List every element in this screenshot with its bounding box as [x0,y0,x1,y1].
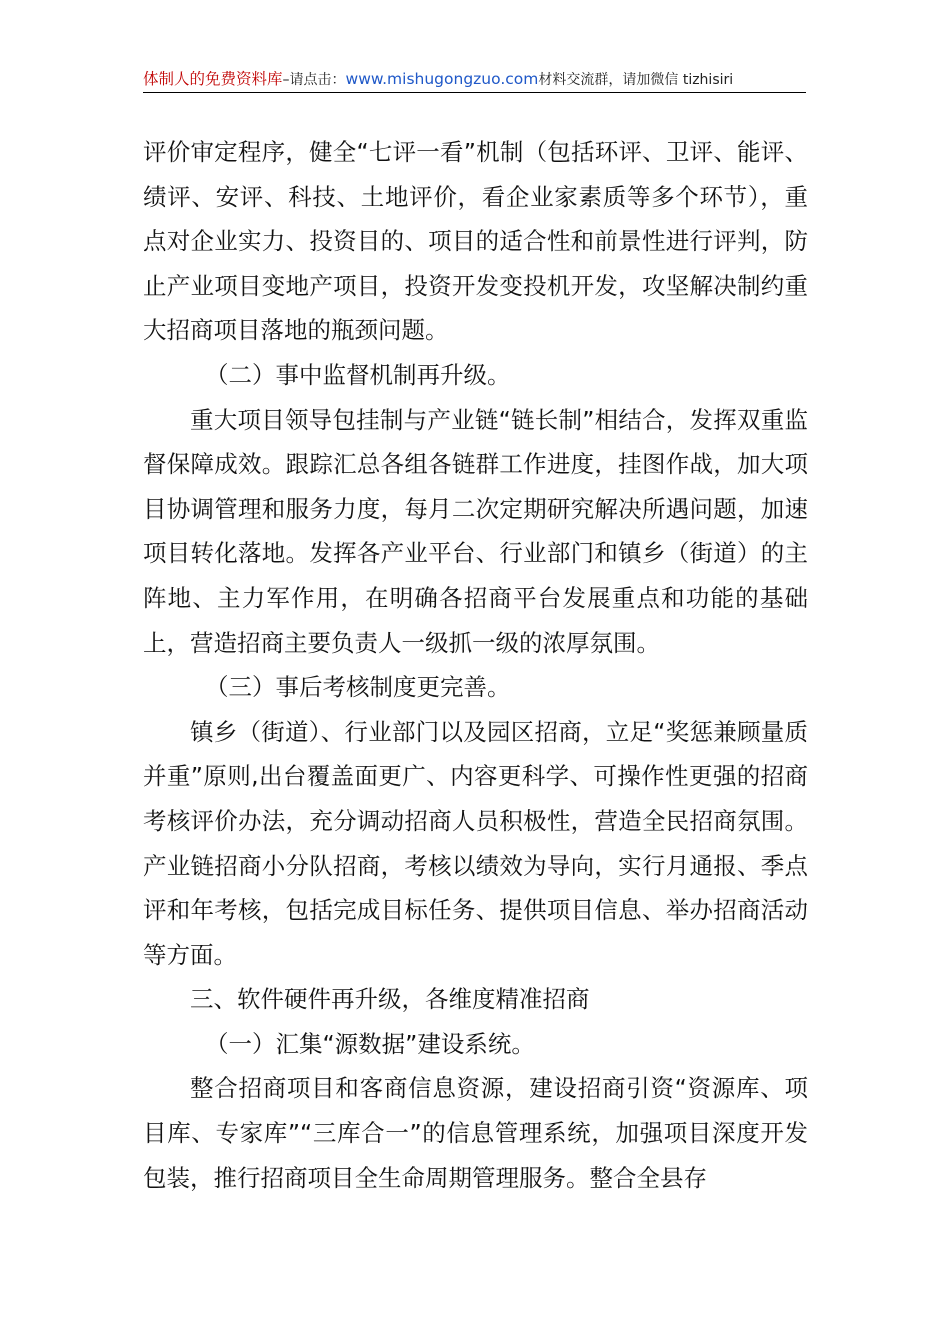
paragraph: 镇乡（街道）、行业部门以及园区招商，立足“奖惩兼顾量质并重”原则,出台覆盖面更广、内容更科学、可操作性更强的招商考核评价办法，充分调动招商人员积极性，营造全民招商氛围。产业链招商小分队招商，考核以绩效为导向，实行月通报、季点评和年考核，包括完成目标任务、提供项目信息、举办招商活动等方面。 [143,717,808,969]
paragraph-continued: 评价审定程序，健全“七评一看”机制（包括环评、卫评、能评、绩评、安评、科技、土地评价，看企业家素质等多个环节），重点对企业实力、投资目的、项目的适合性和前景性进行评判，防止产业项目变地产项目，投资开发变投机开发，攻坚解决制约重大招商项目落地的瓶颈问题。 [143,138,808,345]
header-url-link[interactable]: www.mishugongzuo.com [345,70,539,88]
document-body [143,130,808,1200]
subheading-1: （一）汇集“源数据”建设系统。 [205,1029,535,1058]
section-heading-3: 三、软件硬件再升级，各维度精准招商 [190,985,590,1014]
header-prompt: –请点击： [282,72,346,88]
subheading-2: （二）事中监督机制再升级。 [205,360,511,389]
header-brand: 体制人的免费资料库 [143,70,283,88]
page-header [143,66,806,93]
paragraph: 整合招商项目和客商信息资源，建设招商引资“资源库、项目库、专家库”“三库合一”的信息管理系统，加强项目深度开发包装，推行招商项目全生命周期管理服务。整合全县存 [143,1074,808,1192]
paragraph: 重大项目领导包挂制与产业链“链长制”相结合，发挥双重监督保障成效。跟踪汇总各组各链群工作进度，挂图作战，加大项目协调管理和服务力度，每月二次定期研究解决所遇问题，加速项目转化落地。发挥各产业平台、行业部门和镇乡（街道）的主阵地、主力军作用，在明确各招商平台发展重点和功能的基础上，营造招商主要负责人一级抓一级的浓厚氛围。 [143,405,808,657]
header-suffix: 材料交流群，请加微信 tizhisiri [538,72,734,88]
subheading-3: （三）事后考核制度更完善。 [205,673,511,702]
